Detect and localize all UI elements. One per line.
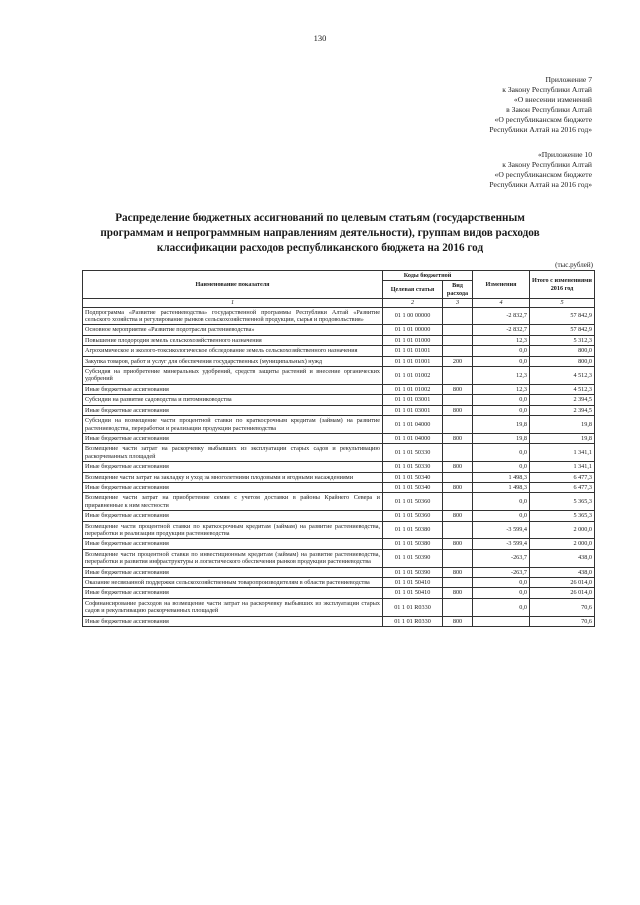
- row-name: Иные бюджетные ассигнования: [83, 588, 383, 598]
- table-row: [83, 433, 595, 443]
- row-expense-type: [443, 578, 473, 588]
- appendix-primary-line: Приложение 7: [545, 75, 592, 84]
- row-name: Возмещение части процентной ставки по краткосрочным кредитам (займам) на развитие растениеводства, переработки и реализации продукции растениеводства: [83, 521, 383, 539]
- row-expense-type: 800: [443, 433, 473, 443]
- row-name: Основное мероприятие «Развитие подотрасли растениеводства»: [83, 325, 383, 335]
- table-row: [83, 367, 595, 385]
- units-label: (тыс.рублей): [555, 261, 593, 269]
- header-expense-type: Вид расхода: [443, 281, 473, 299]
- row-total: 57 842,9: [530, 325, 595, 335]
- row-expense-type: 800: [443, 588, 473, 598]
- row-total: 438,0: [530, 549, 595, 567]
- row-change: 0,0: [473, 346, 530, 356]
- row-name: Иные бюджетные ассигнования: [83, 384, 383, 394]
- row-target-code: 01 1 01 50340: [383, 472, 443, 482]
- table-row: [83, 616, 595, 626]
- row-change: 0,0: [473, 493, 530, 511]
- row-expense-type: [443, 493, 473, 511]
- appendix-primary-line: Республики Алтай на 2016 год»: [489, 125, 592, 134]
- row-total: 2 000,0: [530, 521, 595, 539]
- row-name: Иные бюджетные ассигнования: [83, 482, 383, 492]
- row-name: Субсидия на приобретение минеральных удобрений, средств защиты растений и внесение органических удобрений: [83, 367, 383, 385]
- row-expense-type: 200: [443, 356, 473, 366]
- row-name: Закупка товаров, работ и услуг для обеспечения государственных (муниципальных) нужд: [83, 356, 383, 366]
- row-change: 19,8: [473, 416, 530, 434]
- row-target-code: 01 1 01 04000: [383, 416, 443, 434]
- row-expense-type: [443, 549, 473, 567]
- row-name: Иные бюджетные ассигнования: [83, 405, 383, 415]
- row-change: [473, 616, 530, 626]
- row-target-code: 01 1 01 50330: [383, 444, 443, 462]
- page-number: 130: [313, 33, 327, 43]
- row-name: Иные бюджетные ассигнования: [83, 539, 383, 549]
- row-change: 12,3: [473, 367, 530, 385]
- appendix-primary-line: «О внесении изменений: [513, 95, 592, 104]
- row-expense-type: [443, 472, 473, 482]
- appendix-primary-line: в Закон Республики Алтай: [506, 105, 592, 114]
- row-expense-type: [443, 395, 473, 405]
- row-target-code: 01 1 01 50410: [383, 578, 443, 588]
- row-total: 438,0: [530, 567, 595, 577]
- document-title: [80, 211, 560, 256]
- row-name: Оказание несвязанной поддержки сельскохозяйственным товаропроизводителям в области растениеводства: [83, 578, 383, 588]
- appendix-secondary-line: к Закону Республики Алтай: [502, 160, 592, 169]
- row-change: -263,7: [473, 549, 530, 567]
- table-row: [83, 511, 595, 521]
- row-total: 5 312,3: [530, 335, 595, 345]
- row-total: 26 014,0: [530, 578, 595, 588]
- row-name: Иные бюджетные ассигнования: [83, 462, 383, 472]
- header-name: Наименование показателя: [83, 271, 383, 299]
- row-change: -3 599,4: [473, 539, 530, 549]
- appendix-secondary: [489, 150, 592, 190]
- row-target-code: 01 1 01 00000: [383, 325, 443, 335]
- row-target-code: 01 1 01 50390: [383, 549, 443, 567]
- row-total: 57 842,9: [530, 307, 595, 325]
- table-row: [83, 416, 595, 434]
- table-row: [83, 356, 595, 366]
- column-index-row: [83, 299, 595, 307]
- table-row: [83, 405, 595, 415]
- table-row: [83, 588, 595, 598]
- table-row: [83, 482, 595, 492]
- row-target-code: 01 1 01 03001: [383, 405, 443, 415]
- row-name: Возмещение части затрат на раскорчевку выбывших из эксплуатации старых садов и рекультивацию раскорчеванных площадей: [83, 444, 383, 462]
- row-expense-type: [443, 325, 473, 335]
- row-name: Возмещение части затрат на приобретение семян с учетом доставки в районы Крайнего Севера и приравненные к ним местности: [83, 493, 383, 511]
- row-expense-type: 800: [443, 482, 473, 492]
- table-row: [83, 444, 595, 462]
- appendix-primary-line: к Закону Республики Алтай: [502, 85, 592, 94]
- row-total: 1 341,1: [530, 444, 595, 462]
- row-expense-type: 800: [443, 405, 473, 415]
- table-row: [83, 346, 595, 356]
- row-target-code: 01 1 01 50380: [383, 539, 443, 549]
- row-target-code: 01 1 01 01002: [383, 367, 443, 385]
- row-expense-type: [443, 598, 473, 616]
- table-row: [83, 549, 595, 567]
- row-name: Возмещение части затрат на закладку и уход за многолетними плодовыми и ягодными насаждениями: [83, 472, 383, 482]
- row-expense-type: 800: [443, 384, 473, 394]
- table-row: [83, 539, 595, 549]
- row-target-code: 01 1 01 50360: [383, 493, 443, 511]
- row-total: 5 365,3: [530, 493, 595, 511]
- header-total: Итого с изменениями 2016 год: [530, 271, 595, 299]
- row-name: Повышение плодородия земель сельскохозяйственного назначения: [83, 335, 383, 345]
- title-line: Распределение бюджетных ассигнований по целевым статьям (государственным: [115, 212, 525, 224]
- appendix-primary: [489, 75, 592, 135]
- row-target-code: 01 1 01 50360: [383, 511, 443, 521]
- row-expense-type: [443, 307, 473, 325]
- row-expense-type: [443, 416, 473, 434]
- row-expense-type: 800: [443, 462, 473, 472]
- row-change: 0,0: [473, 588, 530, 598]
- row-target-code: 01 1 00 00000: [383, 307, 443, 325]
- row-change: -263,7: [473, 567, 530, 577]
- row-total: 6 477,3: [530, 472, 595, 482]
- row-target-code: 01 1 01 50390: [383, 567, 443, 577]
- row-target-code: 01 1 01 01001: [383, 346, 443, 356]
- row-target-code: 01 1 01 50330: [383, 462, 443, 472]
- appendix-secondary-line: Республики Алтай на 2016 год»: [489, 180, 592, 189]
- row-change: 1 498,3: [473, 482, 530, 492]
- row-expense-type: 800: [443, 616, 473, 626]
- row-name: Иные бюджетные ассигнования: [83, 511, 383, 521]
- row-total: 800,0: [530, 356, 595, 366]
- row-total: 1 341,1: [530, 462, 595, 472]
- row-total: 2 394,5: [530, 405, 595, 415]
- row-target-code: 01 1 01 50410: [383, 588, 443, 598]
- row-target-code: 01 1 01 50380: [383, 521, 443, 539]
- row-change: 0,0: [473, 395, 530, 405]
- row-target-code: 01 1 01 04000: [383, 433, 443, 443]
- table-row: [83, 395, 595, 405]
- row-change: 12,3: [473, 335, 530, 345]
- row-change: 0,0: [473, 405, 530, 415]
- row-change: -2 832,7: [473, 325, 530, 335]
- table-body: [83, 307, 595, 626]
- row-total: 19,8: [530, 433, 595, 443]
- row-change: -3 599,4: [473, 521, 530, 539]
- row-name: Софинансирование расходов на возмещение части затрат на раскорчевку выбывших из эксплуатации старых садов и рекультивацию раскорчеванных площадей: [83, 598, 383, 616]
- row-total: 26 014,0: [530, 588, 595, 598]
- row-name: Иные бюджетные ассигнования: [83, 616, 383, 626]
- row-total: 4 512,3: [530, 384, 595, 394]
- column-index: 3: [443, 299, 473, 307]
- table-row: [83, 384, 595, 394]
- row-expense-type: [443, 367, 473, 385]
- row-name: Субсидии на возмещение части процентной ставки по краткосрочным кредитам (займам) на развитие растениеводства, переработки и реализации продукции растениеводства: [83, 416, 383, 434]
- table-row: [83, 493, 595, 511]
- table-row: [83, 307, 595, 325]
- table-row: [83, 462, 595, 472]
- row-total: 5 365,3: [530, 511, 595, 521]
- row-change: 1 498,3: [473, 472, 530, 482]
- table-row: [83, 472, 595, 482]
- row-target-code: 01 1 01 50340: [383, 482, 443, 492]
- row-total: 2 394,5: [530, 395, 595, 405]
- row-total: 70,6: [530, 598, 595, 616]
- row-expense-type: [443, 335, 473, 345]
- table-row: [83, 567, 595, 577]
- row-change: 19,8: [473, 433, 530, 443]
- row-change: -2 832,7: [473, 307, 530, 325]
- row-change: 12,3: [473, 384, 530, 394]
- column-index: 5: [530, 299, 595, 307]
- row-target-code: 01 1 01 R0330: [383, 598, 443, 616]
- row-expense-type: [443, 444, 473, 462]
- row-change: 0,0: [473, 462, 530, 472]
- row-total: 800,0: [530, 346, 595, 356]
- row-total: 4 512,3: [530, 367, 595, 385]
- row-total: 2 000,0: [530, 539, 595, 549]
- appendix-primary-line: «О республиканском бюджете: [494, 115, 592, 124]
- row-expense-type: 800: [443, 511, 473, 521]
- table-row: [83, 325, 595, 335]
- column-index: 1: [83, 299, 383, 307]
- appendix-secondary-line: «Приложение 10: [537, 150, 592, 159]
- row-name: Агрохимическое и эколого-токсикологическое обследование земель сельскохозяйственного назначения: [83, 346, 383, 356]
- header-changes: Изменения: [473, 271, 530, 299]
- row-name: Подпрограмма «Развитие растениеводства» государственной программы Республики Алтай «Развитие сельского хозяйства и регулирование рынков сельскохозяйственной продукции, сырья и продовольствия»: [83, 307, 383, 325]
- header-target-article: Целевая статья: [383, 281, 443, 299]
- row-expense-type: 800: [443, 539, 473, 549]
- row-name: Субсидии на развитие садоводства и питомниководства: [83, 395, 383, 405]
- row-target-code: 01 1 01 03001: [383, 395, 443, 405]
- row-change: 0,0: [473, 356, 530, 366]
- row-name: Возмещение части процентной ставки по инвестиционным кредитам (займам) на развитие растениеводства, переработки и развития инфраструктуры и логистического обеспечения рынков продукции растениеводства: [83, 549, 383, 567]
- title-line: программам и непрограммным направлениям деятельности), группам видов расходов: [100, 227, 540, 239]
- column-index: 2: [383, 299, 443, 307]
- budget-table: [82, 270, 595, 627]
- column-index: 4: [473, 299, 530, 307]
- row-total: 6 477,3: [530, 482, 595, 492]
- table-row: [83, 521, 595, 539]
- row-total: 19,8: [530, 416, 595, 434]
- table-row: [83, 598, 595, 616]
- row-target-code: 01 1 01 01002: [383, 384, 443, 394]
- row-expense-type: [443, 521, 473, 539]
- row-change: 0,0: [473, 444, 530, 462]
- row-expense-type: 800: [443, 567, 473, 577]
- row-name: Иные бюджетные ассигнования: [83, 433, 383, 443]
- row-target-code: 01 1 01 R0330: [383, 616, 443, 626]
- row-total: 70,6: [530, 616, 595, 626]
- table-row: [83, 335, 595, 345]
- row-name: Иные бюджетные ассигнования: [83, 567, 383, 577]
- table-header: [83, 271, 595, 308]
- row-change: 0,0: [473, 578, 530, 588]
- row-target-code: 01 1 01 01000: [383, 335, 443, 345]
- appendix-secondary-line: «О республиканском бюджете: [494, 170, 592, 179]
- table-row: [83, 578, 595, 588]
- row-change: 0,0: [473, 511, 530, 521]
- header-codes: Коды бюджетной: [383, 271, 473, 281]
- row-change: 0,0: [473, 598, 530, 616]
- row-target-code: 01 1 01 01001: [383, 356, 443, 366]
- row-expense-type: [443, 346, 473, 356]
- title-line: классификации расходов республиканского бюджета на 2016 год: [156, 242, 484, 254]
